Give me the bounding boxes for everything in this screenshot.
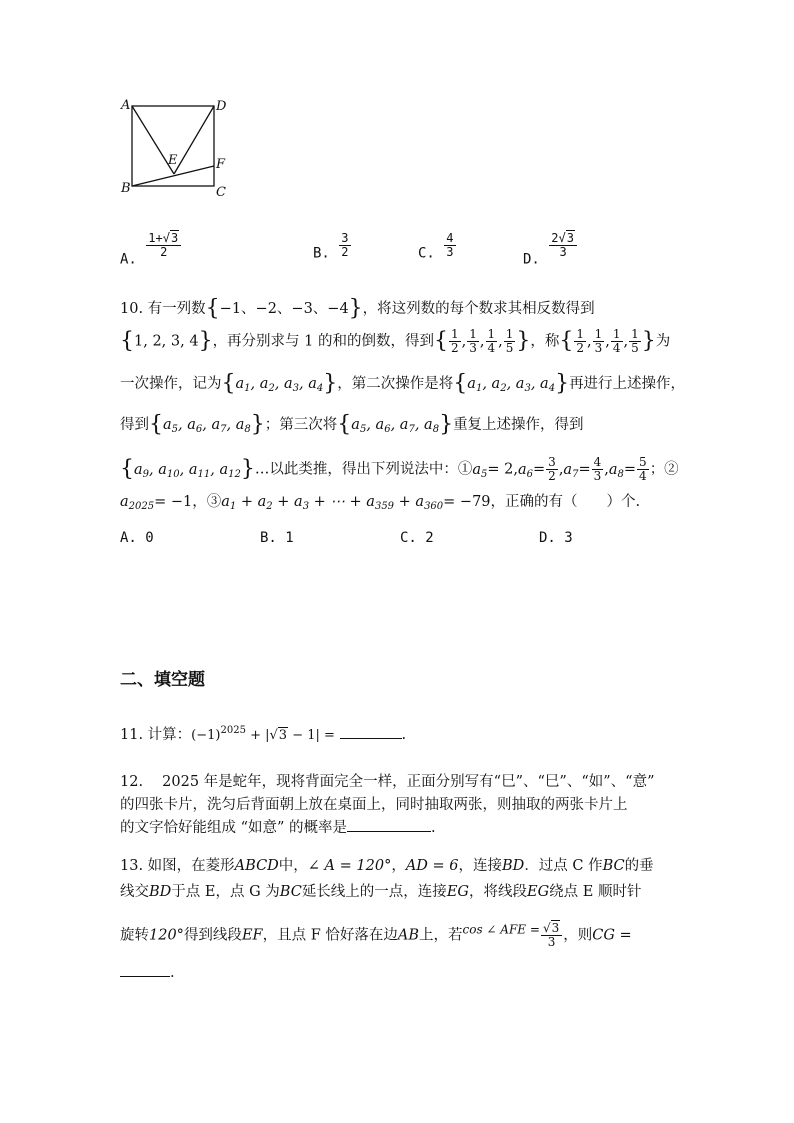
- segment-de: [174, 106, 214, 174]
- q9-option-d[interactable]: D. $\frac{2√3}{3}$: [523, 232, 578, 268]
- q9-option-b[interactable]: B. $\frac{3}{2}$: [313, 231, 349, 262]
- square-figure: [116, 96, 236, 200]
- q11-line: 11. 计算：$(-1)^{2025} + |√3 - 1|$ = .: [120, 725, 407, 743]
- label-c: C: [216, 185, 226, 200]
- label-b: B: [121, 181, 131, 196]
- q10-option-a[interactable]: A. 0: [120, 530, 154, 546]
- q11-answer-blank[interactable]: [340, 724, 402, 739]
- label-d: D: [216, 99, 227, 114]
- q10-line2: {1, 2, 3, 4}，再分别求与 1 的和的倒数，得到{ $\frac{1}{2}$ , $\frac{1}{3}$ , $\frac{1}{4}$ , $\frac{1}{5}$ }，称{ $\frac{1}{2}$ , $\frac{1}{3}$ , $\frac{1}{4}$ , $\frac{1}{5}$ }为: [120, 327, 671, 355]
- q9-option-c[interactable]: C. $\frac{4}{3}$: [418, 231, 454, 262]
- q13-line3: 旋转120°得到线段EF，且点 F 恰好落在边AB上，若$^{cos \angle AFE =}$ $\frac{√3}{3}$ ，则CG =: [120, 921, 632, 949]
- q12-line1: 12. 2025 年是蛇年，现将背面完全一样，正面分别写有“巳”、“巳”、“如”、“意”: [120, 774, 655, 790]
- q13-answer-blank[interactable]: [120, 962, 170, 977]
- q10-option-d[interactable]: D. 3: [539, 530, 573, 546]
- q13-line2: 线交BD于点 E，点 G 为BC延长线上的一点，连接EG，将线段EG绕点 E 顺时针: [120, 884, 642, 900]
- q12-line3: 的文字恰好能组成 “如意” 的概率是 .: [120, 816, 436, 837]
- q10-option-c[interactable]: C. 2: [400, 530, 434, 546]
- q10-option-b[interactable]: B. 1: [260, 530, 294, 546]
- segment-bf: [132, 166, 214, 186]
- q10-line3: 一次操作，记为{$a_1$, $a_2$, $a_3$, $a_4$}，第二次操作是将{$a_1$, $a_2$, $a_3$, $a_4$}再进行上述操作，: [120, 371, 686, 396]
- label-a: A: [121, 98, 131, 113]
- q9-option-a[interactable]: A. $\frac{1+√3}{2}$: [120, 232, 182, 268]
- q10-line4: 得到{$a_5$, $a_6$, $a_7$, $a_8$}；第三次将{$a_5$, $a_6$, $a_7$, $a_8$}重复上述操作，得到: [120, 412, 584, 437]
- section-title: 二、填空题: [120, 670, 205, 690]
- q10-line6: $a_{2025}= -1$，$③a_1 + a_2 + a_3$ + ⋯ + $a_{359} + a_{360}= -79$，正确的有（ ）个.: [120, 494, 641, 512]
- label-e: E: [168, 153, 178, 168]
- q13-line4: .: [120, 962, 175, 981]
- q12-line2: 的四张卡片，洗匀后背面朝上放在桌面上，同时抽取两张，则抽取的两张卡片上: [120, 797, 628, 813]
- q10-line5: {$a_9$, $a_{10}$, $a_{11}$, $a_{12}\}\dots$以此类推，得出下列说法中：$①a_5= 2,a_6=$ $\frac{3}{2}$ $,a_7=$ $\frac{4}{3}$ $,a_8=$ $\frac{5}{4}$ ；②: [120, 455, 679, 483]
- label-f: F: [216, 157, 226, 172]
- square-abcd: [132, 106, 214, 186]
- q13-line1: 13. 如图，在菱形ABCD中，∠ A = 120°，AD = 6，连接BD．过点 C 作BC的垂: [120, 858, 654, 874]
- q10-line1: 10. 有一列数{−1、−2、−3、−4}，将这列数的每个数求其相反数得到: [120, 296, 595, 321]
- q12-answer-blank[interactable]: [347, 817, 431, 832]
